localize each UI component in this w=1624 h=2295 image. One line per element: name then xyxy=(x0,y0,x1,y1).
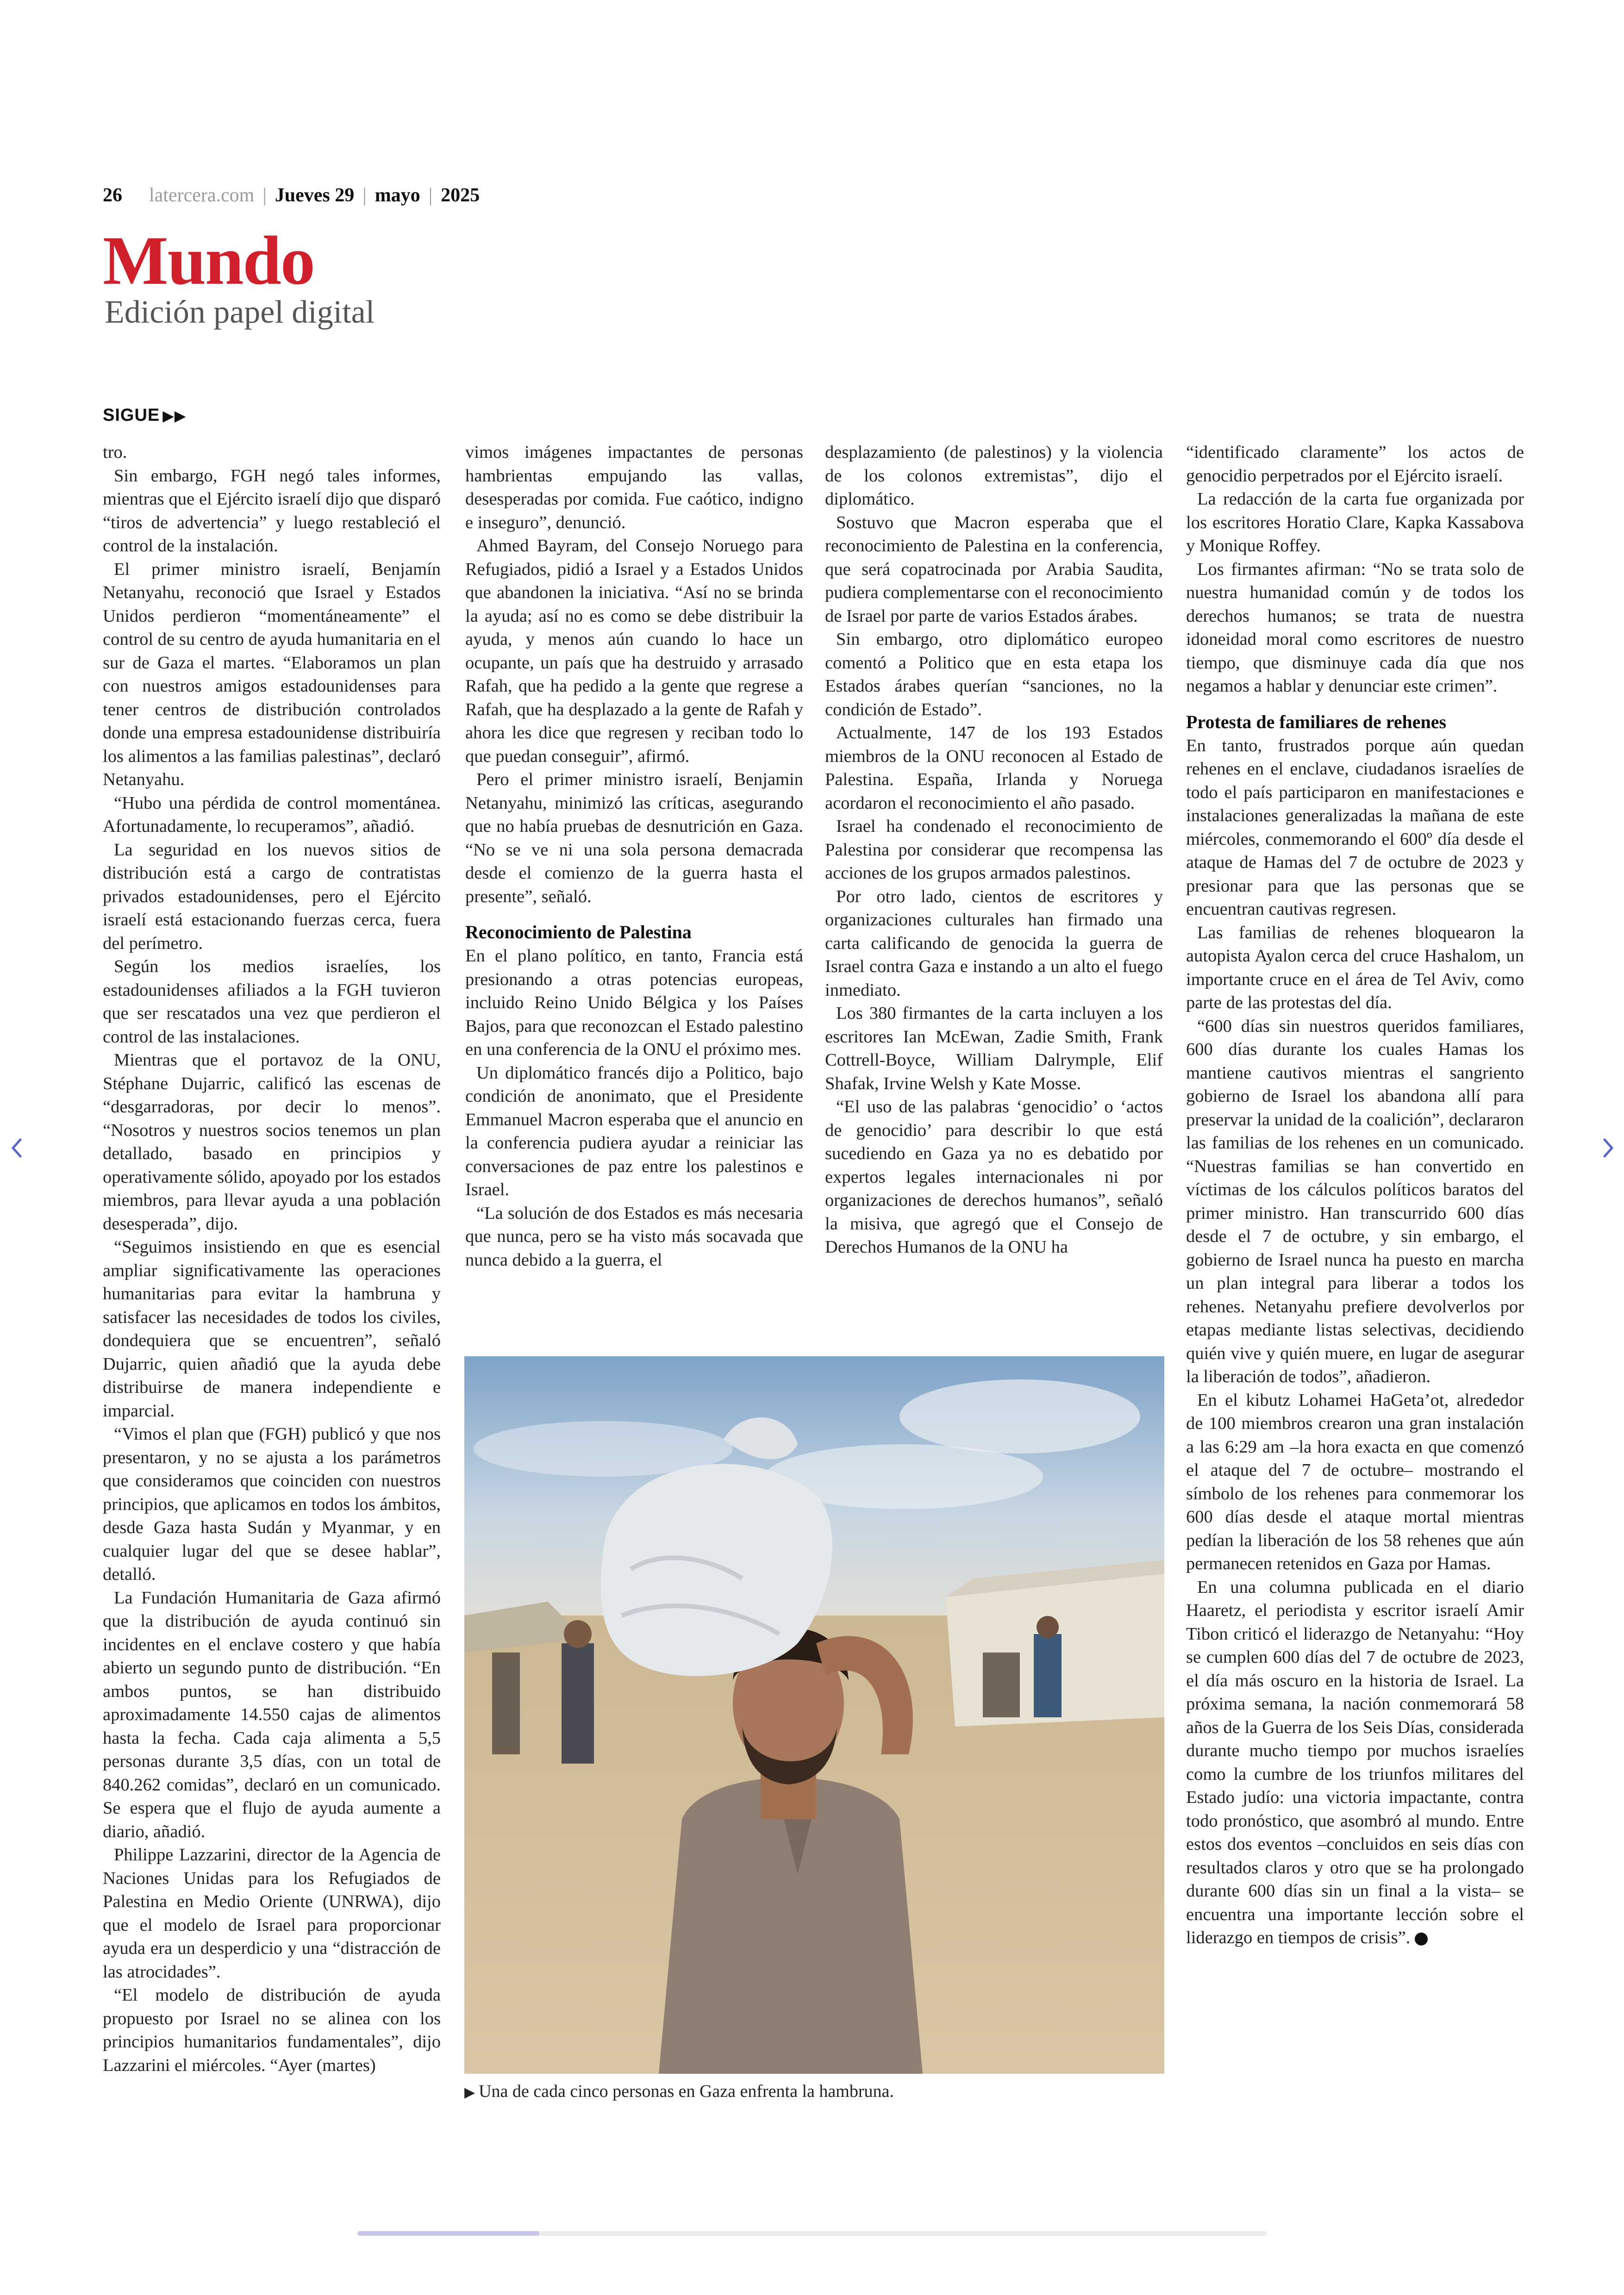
reading-progress-fill xyxy=(357,2231,539,2236)
article-paragraph: Sin embargo, otro diplomático europeo comentó a Politico que en esta etapa los Estados árabes querían “sanciones, no la condición de Estado”. xyxy=(825,630,1163,719)
meta-separator: | xyxy=(262,185,267,206)
reading-progress-bar[interactable] xyxy=(357,2231,1267,2236)
article-paragraph: El primer ministro israelí, Benjamín Netanyahu, reconoció que Israel y Estados Unidos perdieron “momentáneamente” el control de su centro de ayuda humanitaria en el sur de Gaza el martes. “Elaboramos un plan con nuestros amigos estadounidenses para tener centros de distribución controlados donde una empresa estadounidense distribuiría los alimentos a las familias palestinas”, declaró Netanyahu. xyxy=(103,559,441,789)
article-paragraph: Los 380 firmantes de la carta incluyen a los escritores Ian McEwan, Zadie Smith, Frank Cottrell-Boyce, William Dalrymple, Elif Shafak, Irvine Welsh y Kate Mosse. xyxy=(825,1004,1163,1093)
article-paragraph: Actualmente, 147 de los 193 Estados miembros de la ONU reconocen al Estado de Palestina. España, Irlanda y Noruega acordaron el reconocimiento el año pasado. xyxy=(825,723,1163,813)
site-name: latercera.com xyxy=(149,185,255,206)
photo-illustration xyxy=(464,1356,1164,2074)
section-subtitle: Edición papel digital xyxy=(105,294,375,330)
end-of-article-icon xyxy=(1415,1933,1428,1946)
article-paragraph: “La solución de dos Estados es más necesaria que nunca, pero se ha visto más socavada que nunca debido a la guerra, el xyxy=(465,1203,803,1270)
article-paragraph: Según los medios israelíes, los estadounidenses afiliados a la FGH tuvieron que ser rescatados una vez que perdieron el control de las instalaciones. xyxy=(103,957,441,1047)
article-paragraph: “El uso de las palabras ‘genocidio’ o ‘actos de genocidio’ para describir lo que está sucediendo en Gaza ya no es debatido por expertos legales internacionales ni por organizaciones de derechos humanos”, señaló la misiva, que agregó que el Consejo de Derechos Humanos de la ONU ha xyxy=(825,1097,1163,1257)
issue-year: 2025 xyxy=(441,185,480,206)
article-paragraph: Ahmed Bayram, del Consejo Noruego para Refugiados, pidió a Israel y a Estados Unidos que abandonen la iniciativa. “Así no se brinda la ayuda; así no es como se debe distribuir la ayuda, y menos aún cuando lo hace un ocupante, un país que ha destruido y arrasado Rafah, que ha pedido a la gente que regrese a Rafah, que ha desplazado a la gente de Rafah y ahora les dice que regresen y reciban todo lo que puedan conseguir”, afirmó. xyxy=(465,536,803,766)
photo-caption-text: Una de cada cinco personas en Gaza enfrenta la hambruna. xyxy=(479,2082,894,2101)
article-paragraph: “Seguimos insistiendo en que es esencial ampliar significativamente las operaciones humanitarias para evitar la hambruna y satisfacer las necesidades de todos los civiles, dondequiera que se encuentren”, señaló Dujarric, quien añadió que la ayuda debe distribuirse de manera independiente e imparcial. xyxy=(103,1237,441,1421)
issue-month: mayo xyxy=(375,185,420,206)
article-paragraph: Un diplomático francés dijo a Politico, bajo condición de anonimato, que el Presidente Emmanuel Macron esperaba que el anuncio en la conferencia pudiera ayudar a reiniciar las conversaciones de paz entre los palestinos e Israel. xyxy=(465,1063,803,1199)
page-number: 26 xyxy=(103,185,122,206)
article-paragraph: vimos imágenes impactantes de personas hambrientas empujando las vallas, desesperadas por comida. Fue caótico, indigno e inseguro”, denunció. xyxy=(465,443,803,532)
section-title: Mundo xyxy=(103,222,314,299)
article-column-1 xyxy=(103,441,441,2077)
article-paragraph: Sin embargo, FGH negó tales informes, mientras que el Ejército israelí dijo que disparó “tiros de advertencia” y luego restableció el control de la instalación. xyxy=(103,466,441,555)
article-photo xyxy=(464,1356,1164,2074)
subheading: Protesta de familiares de rehenes xyxy=(1186,711,1447,732)
meta-separator: | xyxy=(428,185,433,206)
chevron-left-icon xyxy=(7,1134,26,1162)
article-paragraph: desplazamiento (de palestinos) y la violencia de los colonos extremistas”, dijo el diplomático. xyxy=(825,443,1163,509)
article-paragraph: Pero el primer ministro israelí, Benjamin Netanyahu, minimizó las críticas, asegurando que no había pruebas de desnutrición en Gaza. “No se ve ni una sola persona demacrada desde el comienzo de la guerra hasta el presente”, señaló. xyxy=(465,770,803,906)
article-paragraph: Sostuvo que Macron esperaba que el reconocimiento de Palestina en la conferencia, que será copatrocinada por Arabia Saudita, pudiera complementarse con el reconocimiento de Israel por parte de varios Estados árabes. xyxy=(825,512,1163,626)
article-paragraph: Israel ha condenado el reconocimiento de Palestina por considerar que recompensa las acciones de los grupos armados palestinos. xyxy=(825,817,1163,883)
article-paragraph: “Hubo una pérdida de control momentánea. Afortunadamente, lo recuperamos”, añadió. xyxy=(103,793,441,836)
article-paragraph: La seguridad en los nuevos sitios de distribución está a cargo de contratistas privados estadounidenses, pero el Ejército israelí está estacionando fuerzas cerca, fuera del perímetro. xyxy=(103,840,441,953)
continued-label: SIGUE xyxy=(103,405,160,425)
article-paragraph: En el plano político, en tanto, Francia está presionando a otras potencias europeas, incluido Reino Unido Bélgica y los Países Bajos, para que reconozcan el Estado palestino en una conferencia de la ONU el próximo mes. xyxy=(465,946,803,1059)
article-column-3 xyxy=(825,441,1163,1259)
article-paragraph: La Fundación Humanitaria de Gaza afirmó que la distribución de ayuda continuó sin incidentes en el enclave costero y que había abierto un segundo punto de distribución. “En ambos puntos, se han distribuido aproximadamente 14.550 cajas de alimentos hasta la fecha. Cada caja alimenta a 5,5 personas durante 3,5 días, con un total de 840.262 comidas”, declaró en un comunicado. Se espera que el flujo de ayuda aumente a diario, añadió. xyxy=(103,1588,441,1841)
previous-page-button[interactable] xyxy=(3,1129,31,1166)
double-arrow-icon: ▶▶ xyxy=(162,407,187,424)
article-paragraph: La redacción de la carta fue organizada por los escritores Horatio Clare, Kapka Kassabova y Monique Roffey. xyxy=(1186,489,1524,555)
chevron-right-icon xyxy=(1599,1134,1618,1162)
issue-meta xyxy=(103,184,480,206)
article-paragraph: “El modelo de distribución de ayuda propuesto por Israel no se alinea con los principios humanitarios fundamentales”, dijo Lazzarini el miércoles. “Ayer (martes) xyxy=(103,1985,441,2075)
page-header xyxy=(103,184,480,206)
meta-separator: | xyxy=(362,185,367,206)
subheading: Reconocimiento de Palestina xyxy=(465,922,692,942)
continued-marker xyxy=(103,405,186,425)
article-paragraph: Mientras que el portavoz de la ONU, Stéphane Dujarric, calificó las escenas de “desgarradoras, por decir lo menos”. “Nosotros y nuestros socios tenemos un plan detallado, basado en principios y operativamente sólido, apoyado por los estados miembros, para llevar ayuda a una población desesperada”, dijo. xyxy=(103,1050,441,1234)
article-paragraph: En una columna publicada en el diario Haaretz, el periodista y escritor israelí Amir Tibon criticó el liderazgo de Netanyahu: “Hoy se cumplen 600 días del 7 de octubre de 2023, el día más oscuro en la historia de Israel. La próxima semana, la nación conmemorará 58 años de la Guerra de los Seis Días, considerada durante mucho tiempo por muchos israelíes como la cumbre de los triunfos militares del Estado judío: una victoria impactante, contra todo pronóstico, que asombró al mundo. Entre estos dos eventos –concluidos en seis días con resultados claros y otro que se ha prolongado durante 600 días sin un final a la vista– se encuentra una importante lección sobre el liderazgo en tiempos de crisis”. xyxy=(1186,1577,1524,1947)
next-page-button[interactable] xyxy=(1594,1129,1622,1166)
caption-marker-icon: ▶ xyxy=(464,2085,475,2100)
article-column-2 xyxy=(465,441,803,1272)
photo-caption xyxy=(464,2081,894,2102)
article-paragraph: “identificado claramente” los actos de genocidio perpetrados por el Ejército israelí. xyxy=(1186,443,1524,486)
article-column-4 xyxy=(1186,441,1524,1950)
article-paragraph: En tanto, frustrados porque aún quedan rehenes en el enclave, ciudadanos israelíes de todo el país participaron en manifestaciones e instalaciones generalizadas la mañana de este miércoles, conmemorando el 600º día desde el ataque de Hamas del 7 de octubre de 2023 y presionar para que las personas que se encuentran cautivas regresen. xyxy=(1186,736,1524,919)
article-paragraph: Los firmantes afirman: “No se trata solo de nuestra humanidad común y de todos los derechos humanos; se trata de nuestra idoneidad moral como escritores de nuestro tiempo, que disminuye cada día que nos negamos a hablar y denunciar este crimen”. xyxy=(1186,559,1524,696)
article-paragraph: Las familias de rehenes bloquearon la autopista Ayalon cerca del cruce Hashalom, un importante cruce en el área de Tel Aviv, como parte de las protestas del día. xyxy=(1186,923,1524,1012)
article-paragraph: tro. xyxy=(103,443,127,462)
issue-day: Jueves 29 xyxy=(275,185,355,206)
article-paragraph: Por otro lado, cientos de escritores y organizaciones culturales han firmado una carta calificando de genocida la guerra de Israel contra Gaza e instando a un alto el fuego inmediato. xyxy=(825,886,1163,1000)
article-paragraph: Philippe Lazzarini, director de la Agencia de Naciones Unidas para los Refugiados de Palestina en Medio Oriente (UNRWA), dijo que el modelo de Israel para proporcionar ayuda era un desperdicio y una “distracción de las atrocidades”. xyxy=(103,1845,441,1982)
article-paragraph: “Vimos el plan que (FGH) publicó y que nos presentaron, y no se ajusta a los parámetros que consideramos que coinciden con nuestros principios, que aplicamos en todos los ámbitos, desde Gaza hasta Sudán y Myanmar, y en cualquier lugar del que se desee hablar”, detalló. xyxy=(103,1424,441,1584)
article-paragraph: “600 días sin nuestros queridos familiares, 600 días durante los cuales Hamas los mantiene cautivos mientras el sangriento gobierno de Israel los abandona allí para preservar la unidad de la coalición”, declararon las familias de los rehenes en un comunicado. “Nuestras familias se han convertido en víctimas de los cálculos políticos baratos del primer ministro. Han transcurrido 600 días desde el 7 de octubre, y sin embargo, el gobierno de Israel nunca ha puesto en marcha un plan integral para liberar a todos los rehenes. Netanyahu prefiere devolverlos por etapas mediante listas selectivas, decidiendo quién vive y quién muere, en lugar de asegurar la liberación de todos”, añadieron. xyxy=(1186,1016,1524,1386)
article-paragraph: En el kibutz Lohamei HaGeta’ot, alrededor de 100 miembros crearon una gran instalación a las 6:29 am –la hora exacta en que comenzó el ataque del 7 de octubre– mostrando el símbolo de los rehenes para conmemorar los 600 días desde el ataque mortal mientras pedían la liberación de los 58 rehenes que aún permanecen retenidos en Gaza por Hamas. xyxy=(1186,1390,1524,1573)
